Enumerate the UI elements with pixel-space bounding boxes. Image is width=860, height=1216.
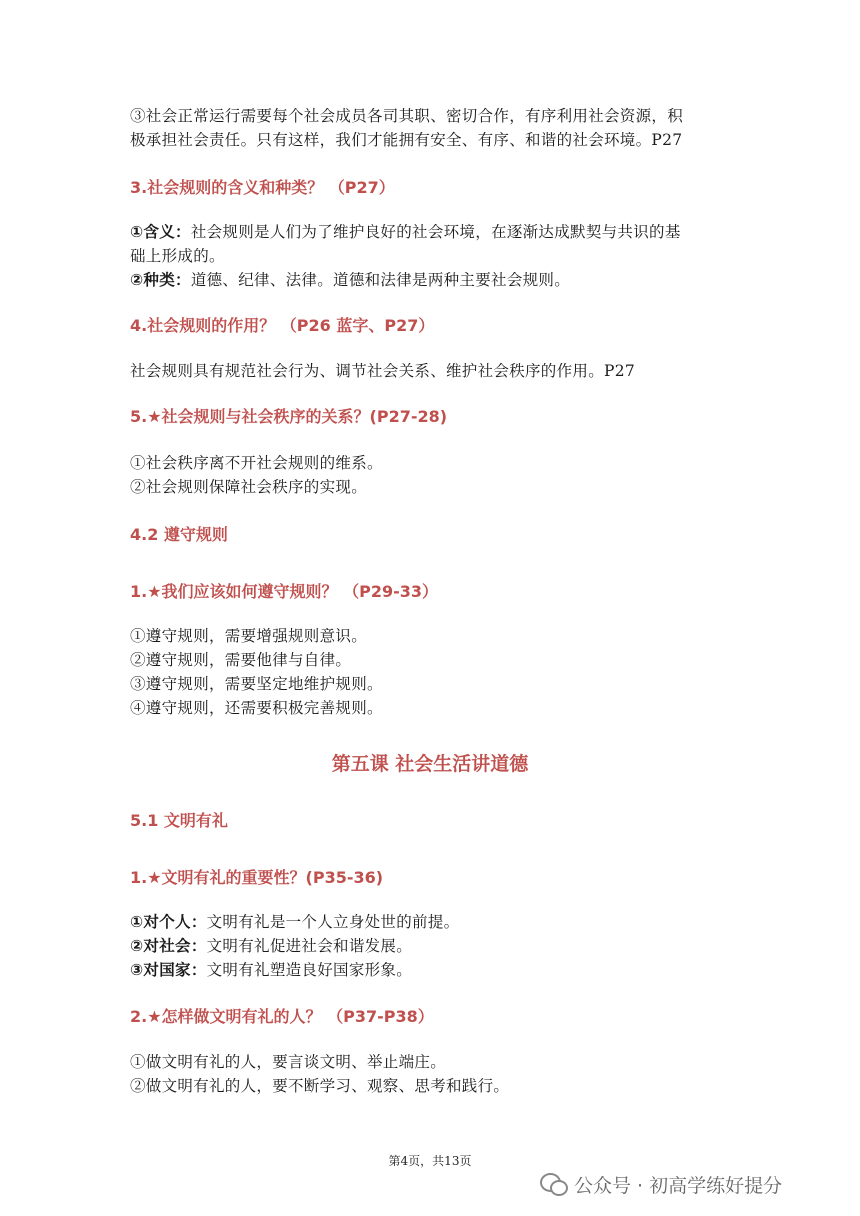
text-line: ④遵守规则，还需要积极完善规则。	[130, 699, 383, 717]
watermark	[540, 1170, 782, 1198]
text-line	[130, 958, 740, 982]
wechat-icon	[540, 1173, 566, 1195]
paragraph-how-civil	[130, 1050, 740, 1098]
text-body: 文明有礼是一个人立身处世的前提。	[206, 913, 460, 931]
text-line: ③社会正常运行需要每个社会成员各司其职、密切合作，有序利用社会资源，积	[130, 107, 684, 125]
section-heading: 4.2 遵守规则	[130, 525, 228, 544]
text-line	[130, 244, 740, 268]
paragraph-rule-order	[130, 451, 740, 499]
text-body: 文明有礼促进社会和谐发展。	[206, 937, 413, 955]
text-body: 础上形成的。	[130, 247, 225, 265]
paragraph-rule-meaning	[130, 220, 740, 292]
bold-label: ②种类：	[130, 271, 191, 289]
text-line	[130, 220, 740, 244]
heading-rule-order	[130, 405, 740, 429]
heading-how-civil	[130, 1005, 740, 1029]
heading-section-5-1	[130, 809, 740, 833]
watermark-text: 公众号 · 初高学练好提分	[574, 1174, 783, 1197]
page-number: 第4页，共13页	[388, 1154, 472, 1168]
section-heading: 3.社会规则的含义和种类？ （P27）	[130, 178, 395, 197]
text-line	[130, 934, 740, 958]
text-body: 社会规则是人们为了维护良好的社会环境，在逐渐达成默契与共识的基	[190, 223, 681, 241]
text-line: ①社会秩序离不开社会规则的维系。	[130, 454, 383, 472]
section-heading: 1.★文明有礼的重要性？(P35-36)	[130, 868, 384, 887]
text-line: ②做文明有礼的人，要不断学习、观察、思考和践行。	[130, 1077, 510, 1095]
text-line	[130, 910, 740, 934]
section-heading: 1.★我们应该如何遵守规则？ （P29-33）	[130, 582, 439, 601]
heading-rule-function	[130, 314, 740, 338]
text-line: 极承担社会责任。只有这样，我们才能拥有安全、有序、和谐的社会环境。P27	[130, 131, 683, 149]
heading-section-4-2	[130, 523, 740, 547]
text-line	[130, 268, 740, 292]
bold-label: ③对国家：	[130, 961, 207, 979]
text-line: ③遵守规则，需要坚定地维护规则。	[130, 675, 383, 693]
chapter-title: 第五课 社会生活讲道德	[331, 753, 529, 775]
section-heading: 5.1 文明有礼	[130, 811, 228, 830]
heading-follow-rules	[130, 580, 740, 604]
section-heading: 5.★社会规则与社会秩序的关系？(P27-28)	[130, 407, 448, 426]
text-line: 社会规则具有规范社会行为、调节社会关系、维护社会秩序的作用。P27	[130, 362, 636, 380]
section-heading: 2.★怎样做文明有礼的人？ （P37-P38）	[130, 1007, 434, 1026]
heading-rule-meaning	[130, 176, 740, 200]
section-heading: 4.社会规则的作用？ （P26 蓝字、P27）	[130, 316, 435, 335]
bold-label: ①对个人：	[130, 913, 207, 931]
paragraph-social-operation	[130, 104, 740, 152]
text-body: 文明有礼塑造良好国家形象。	[206, 961, 413, 979]
text-line: ②社会规则保障社会秩序的实现。	[130, 478, 368, 496]
paragraph-civility-importance	[130, 910, 740, 982]
text-line: ②遵守规则，需要他律与自律。	[130, 651, 352, 669]
paragraph-follow-rules	[130, 624, 740, 720]
bold-label: ②对社会：	[130, 937, 207, 955]
bold-label: ①含义：	[130, 223, 191, 241]
heading-civility-importance	[130, 866, 740, 890]
text-line: ①做文明有礼的人，要言谈文明、举止端庄。	[130, 1053, 447, 1071]
paragraph-rule-function	[130, 359, 740, 383]
text-body: 道德、纪律、法律。道德和法律是两种主要社会规则。	[190, 271, 571, 289]
text-line: ①遵守规则，需要增强规则意识。	[130, 627, 368, 645]
